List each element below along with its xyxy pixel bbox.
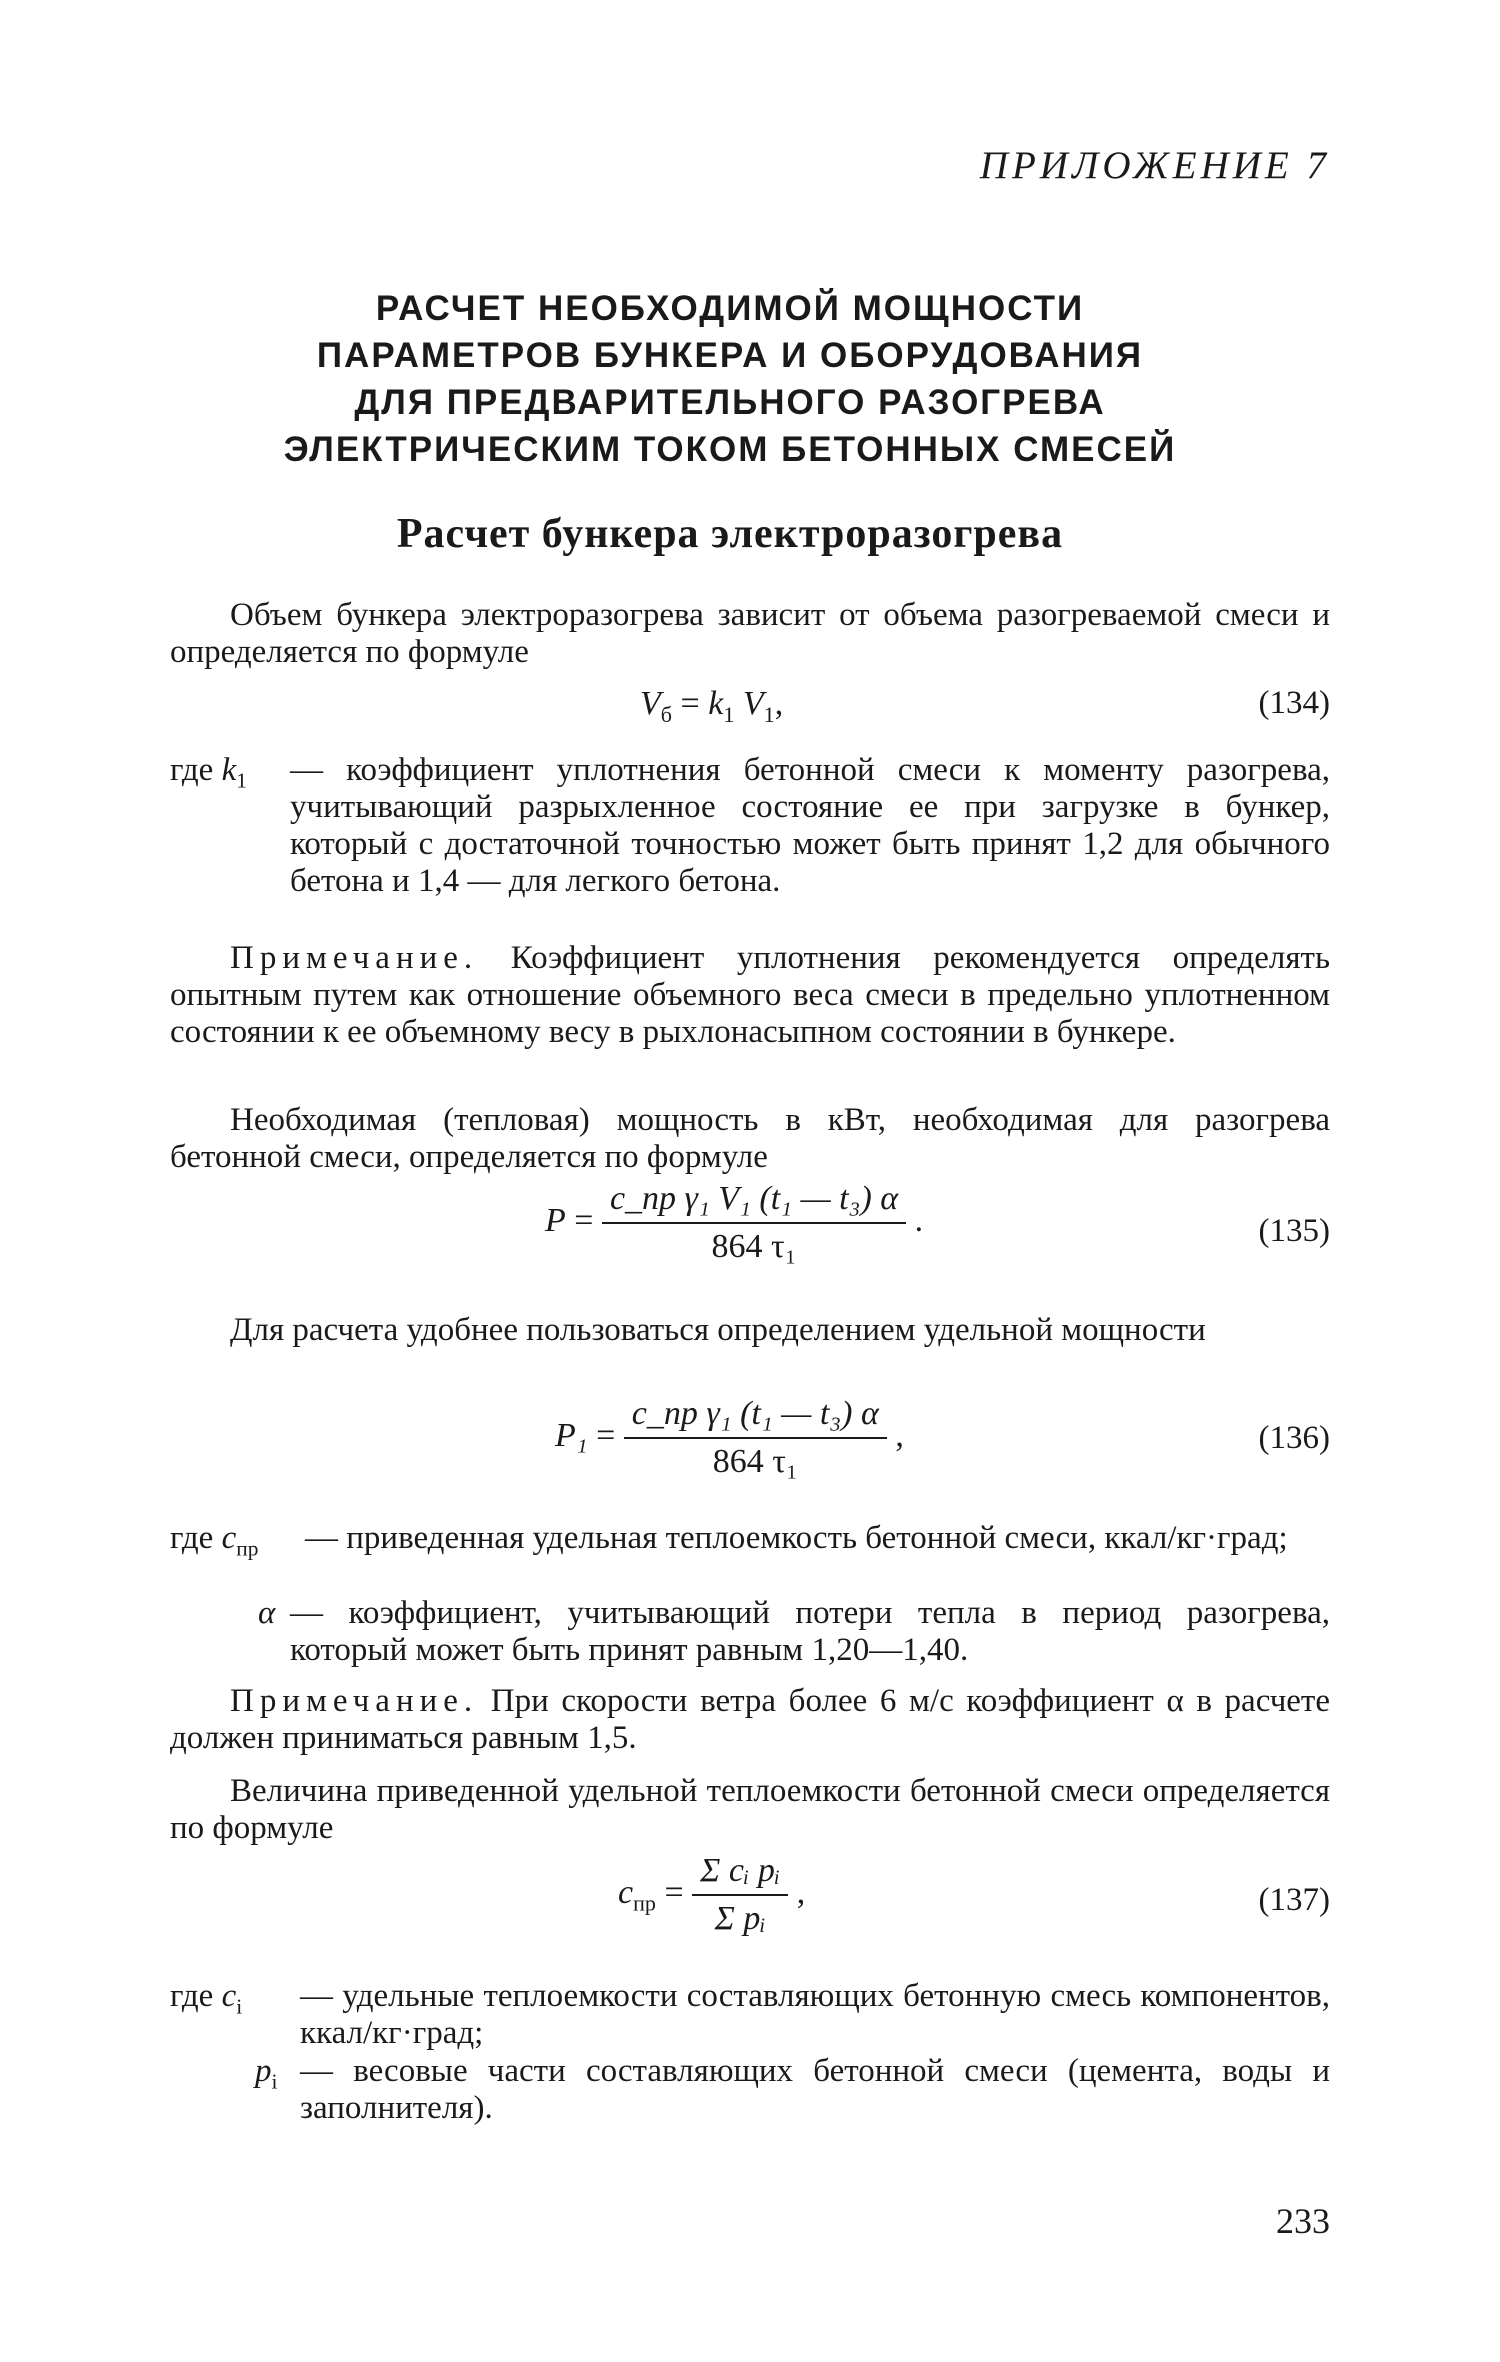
appendix-label: ПРИЛОЖЕНИЕ 7: [979, 144, 1330, 187]
definition-k1: — коэффициент уплотнения бетонной смеси к моменту разогрева, учитывающий разрыхленное состояние ее при загрузке в бункер, который с достаточной точностью может быть принят 1,2 для обычного бетона и 1,4 — для легкого бетона.: [290, 752, 1330, 899]
paragraph-1: Объем бункера электроразогрева зависит от объема разогреваемой смеси и определяется по формуле: [170, 597, 1330, 670]
definition-ci: — удельные теплоемкости составляющих бетонную смесь компонентов, ккал/кг·град;: [300, 1978, 1330, 2051]
equation-136: P₁ = $\frac{\text{c\_пр γ₁ (t₁ — t₃) α}}{\text{864 τ₁}}$ ,: [555, 1395, 904, 1480]
symbol-pi: $p_i$: [255, 2053, 278, 2094]
paragraph-3: Для расчета удобнее пользоваться определением удельной мощности: [230, 1312, 1206, 1348]
definition-pi: — весовые части составляющих бетонной смеси (цемента, воды и заполнителя).: [300, 2053, 1330, 2126]
document-title: [240, 285, 1220, 473]
where-label: где $c_i$: [170, 1978, 243, 2019]
numerator: c_пр γ₁ V₁ (t₁ — t₃) α: [602, 1180, 906, 1224]
denominator: 864 τ₁: [712, 1443, 798, 1480]
equation-number-136: (136): [1258, 1420, 1330, 1456]
note-2: Примечание. При скорости ветра более 6 м/с коэффициент α в расчете должен приниматься равным 1,5.: [170, 1683, 1331, 1756]
equation-137: $c_{пр}$ = $\frac{\text{Σ cᵢ pᵢ}}{\text{Σ pᵢ}}$ ,: [618, 1852, 806, 1937]
note-1: Примечание. Коэффициент уплотнения рекомендуется определять опытным путем как отношение объемного веса смеси в предельно уплотненном состоянии к ее объемному весу в рыхлонасыпном состоянии в бункере.: [170, 940, 1330, 1050]
definition-cpr: — приведенная удельная теплоемкость бетонной смеси, ккал/кг·град;: [305, 1520, 1288, 1556]
paragraph-4: Величина приведенной удельной теплоемкости бетонной смеси определяется по формуле: [170, 1773, 1330, 1846]
equation-number-137: (137): [1258, 1882, 1330, 1918]
symbol-alpha: α: [258, 1595, 276, 1631]
equation-135: P = $\frac{\text{c\_пр γ₁ V₁ (t₁ — t₃) α}}{\text{864 τ₁}}$ .: [545, 1180, 924, 1265]
title-line: ПАРАМЕТРОВ БУНКЕРА И ОБОРУДОВАНИЯ: [316, 336, 1144, 375]
definition-alpha: — коэффициент, учитывающий потери тепла в период разогрева, который может быть принят равным 1,20—1,40.: [290, 1595, 1330, 1668]
paragraph-2: Необходимая (тепловая) мощность в кВт, необходимая для разогрева бетонной смеси, определяется по формуле: [170, 1102, 1330, 1175]
numerator: c_пр γ₁ (t₁ — t₃) α: [624, 1395, 887, 1439]
denominator: 864 τ₁: [711, 1228, 797, 1265]
section-title: Расчет бункера электроразогрева: [396, 511, 1064, 557]
title-line: ЭЛЕКТРИЧЕСКИМ ТОКОМ БЕТОННЫХ СМЕСЕЙ: [283, 430, 1177, 469]
equation-number-135: (135): [1258, 1213, 1330, 1249]
equation-134: $V_б = k_1$ $V_1$,: [640, 685, 784, 727]
equation-number-134: (134): [1258, 685, 1330, 721]
title-line: ДЛЯ ПРЕДВАРИТЕЛЬНОГО РАЗОГРЕВА: [354, 383, 1106, 422]
title-line: РАСЧЕТ НЕОБХОДИМОЙ МОЩНОСТИ: [375, 289, 1085, 328]
where-label: где $c_{пр}$: [170, 1520, 259, 1561]
numerator: Σ cᵢ pᵢ: [692, 1852, 788, 1896]
where-label: где $k_1$: [170, 752, 247, 793]
denominator: Σ pᵢ: [714, 1900, 766, 1937]
page-number: 233: [1276, 2201, 1330, 2241]
